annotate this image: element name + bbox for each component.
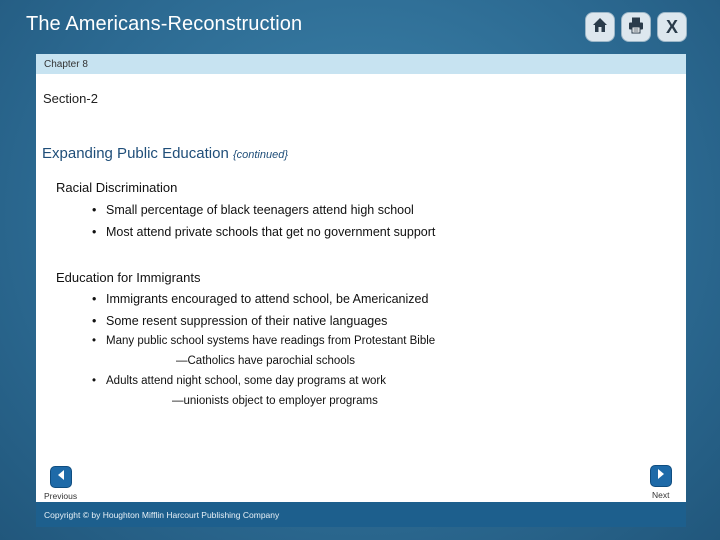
group-title: Racial Discrimination: [56, 180, 178, 195]
bullet-glyph: •: [92, 375, 97, 387]
list-item-note: —unionists object to employer programs: [172, 395, 378, 407]
list-item: [92, 314, 387, 328]
bullet-glyph: •: [92, 335, 97, 347]
bullet-glyph: •: [92, 292, 97, 306]
arrow-right-icon: [655, 467, 667, 485]
app-title: The Americans-Reconstruction: [26, 13, 303, 35]
next-label[interactable]: Next: [652, 490, 670, 500]
slide-heading-text: Expanding Public Education: [42, 145, 229, 162]
bullet-glyph: •: [92, 203, 97, 217]
print-button[interactable]: [621, 12, 651, 42]
section-label: Section-2: [43, 91, 98, 106]
list-item: [92, 335, 435, 347]
group-title: Education for Immigrants: [56, 270, 201, 285]
arrow-left-icon: [55, 468, 67, 486]
bullet-glyph: •: [92, 314, 97, 328]
list-item: [92, 375, 386, 387]
list-item-note: —Catholics have parochial schools: [176, 355, 355, 367]
next-button[interactable]: [650, 465, 672, 487]
chapter-bar: Chapter 8: [36, 54, 686, 74]
close-button[interactable]: [657, 12, 687, 42]
list-item-text: Adults attend night school, some day programs at work: [106, 375, 386, 387]
list-item-text: Some resent suppression of their native languages: [106, 314, 388, 328]
slide-heading: [42, 145, 288, 162]
slide-heading-suffix: {continued}: [232, 149, 289, 161]
list-item-text: Many public school systems have readings from Protestant Bible: [106, 335, 436, 347]
list-item: [92, 225, 435, 239]
footer-bar: [36, 502, 686, 527]
list-item: [92, 203, 414, 217]
bullet-glyph: •: [92, 225, 97, 239]
slide-content: [36, 74, 686, 502]
close-icon: X: [665, 17, 678, 37]
home-button[interactable]: [585, 12, 615, 42]
copyright-text: Copyright © by Houghton Mifflin Harcourt Publishing Company: [44, 510, 280, 520]
previous-label[interactable]: Previous: [44, 491, 78, 501]
home-icon: [591, 16, 609, 39]
list-item-text: Small percentage of black teenagers attend high school: [106, 203, 414, 217]
list-item: [92, 292, 428, 306]
print-icon: [627, 16, 645, 39]
list-item-text: Immigrants encouraged to attend school, be Americanized: [106, 292, 429, 306]
previous-button[interactable]: [50, 466, 72, 488]
list-item-text: Most attend private schools that get no government support: [106, 225, 436, 239]
